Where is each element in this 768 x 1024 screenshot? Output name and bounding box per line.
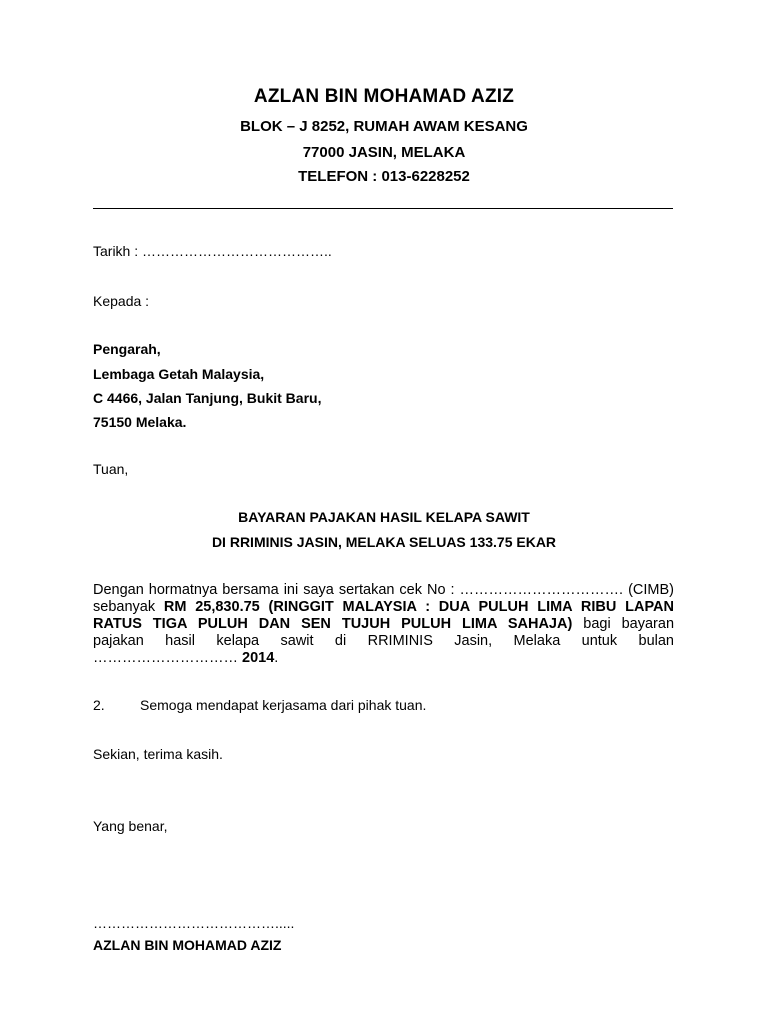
sender-address-line2: 77000 JASIN, MELAKA [302,144,466,161]
recipient-line1: Pengarah, [93,341,161,357]
paragraph-row [93,599,674,616]
paragraph-period: . [274,650,279,666]
body-paragraph-1 [93,582,674,667]
sender-name-heading: AZLAN BIN MOHAMAD AZIZ [253,86,515,107]
to-label: Kepada : [93,293,150,309]
subject-line1: BAYARAN PAJAKAN HASIL KELAPA SAWIT [238,509,530,525]
sender-address-line1: BLOK – J 8252, RUMAH AWAM KESANG [240,118,528,135]
recipient-line3: C 4466, Jalan Tanjung, Bukit Baru, [93,390,322,406]
year-text: 2014 [242,650,275,666]
paragraph-row: pajakan hasil kelapa sawit di RRIMINIS Jasin, Melaka untuk bulan [93,633,674,649]
amount-words-text: RATUS TIGA PULUH DAN SEN TUJUH PULUH LIMA SAHAJA) [93,616,573,632]
paragraph-row: Dengan hormatnya bersama ini saya sertakan cek No : ……………………………. (CIMB) [93,582,674,598]
signature-line: …………………………………..... [93,915,295,931]
paragraph-text: bagi bayaran [583,616,675,632]
sender-phone: TELEFON : 013-6228252 [298,168,470,185]
date-line: Tarikh : ………………………………….. [93,243,332,259]
body-paragraph-2: Semoga mendapat kerjasama dari pihak tuan. [140,697,427,713]
salutation: Tuan, [93,461,129,477]
closing-yours: Yang benar, [93,818,168,834]
paragraph-text: sebanyak [93,599,156,615]
subject-line2: DI RRIMINIS JASIN, MELAKA SELUAS 133.75 EKAR [211,534,557,550]
paragraph-row [93,616,674,633]
recipient-line4: 75150 Melaka. [93,414,187,430]
amount-text: RM 25,830.75 (RINGGIT MALAYSIA : DUA PULUH LIMA RIBU LAPAN [163,599,675,615]
recipient-line2: Lembaga Getah Malaysia, [93,366,265,382]
signature-name: AZLAN BIN MOHAMAD AZIZ [93,937,282,953]
paragraph-number: 2. [93,697,105,713]
closing-thanks: Sekian, terima kasih. [93,746,223,762]
header-divider [93,208,673,209]
month-blank: ………………………… [93,650,238,666]
paragraph-row [93,650,674,667]
